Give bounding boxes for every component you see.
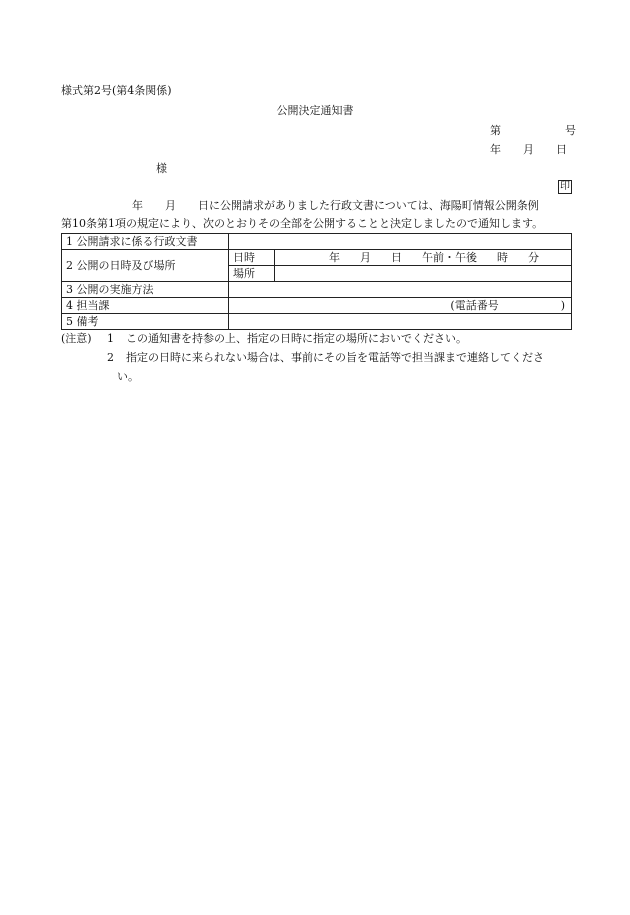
row-value-remarks bbox=[229, 314, 572, 330]
disclosure-info-table bbox=[61, 233, 572, 330]
row-label-document: 1 公開請求に係る行政文書 bbox=[62, 234, 229, 250]
row-value-document bbox=[229, 234, 572, 250]
row-value-method bbox=[229, 282, 572, 298]
dt-hour: 時 bbox=[497, 251, 508, 264]
dt-day: 日 bbox=[391, 251, 402, 264]
body-text-line-2: 第10条第1項の規定により、次のとおりその全部を公開することと決定しましたので通知します。 bbox=[61, 217, 544, 230]
date-year: 年 bbox=[490, 143, 501, 156]
place-sublabel: 場所 bbox=[229, 266, 275, 282]
body-year: 年 bbox=[132, 199, 143, 212]
row-label-remarks: 5 備考 bbox=[62, 314, 229, 330]
dt-year: 年 bbox=[329, 251, 340, 264]
row-value-department bbox=[229, 298, 572, 314]
document-number-line bbox=[490, 124, 576, 139]
document-title: 公開決定通知書 bbox=[276, 104, 354, 117]
number-suffix: 号 bbox=[565, 124, 576, 137]
row-label-method: 3 公開の実施方法 bbox=[62, 282, 229, 298]
issue-date-line bbox=[490, 143, 567, 158]
phone-close: ) bbox=[560, 299, 565, 312]
date-day: 日 bbox=[556, 143, 567, 156]
row-label-department: 4 担当課 bbox=[62, 298, 229, 314]
row-label-datetime-place: 2 公開の日時及び場所 bbox=[62, 250, 229, 282]
recipient-line: 様 bbox=[156, 162, 167, 175]
dt-month: 月 bbox=[360, 251, 371, 264]
body-line1-rest: 日に公開請求がありました行政文書については、海陽町情報公開条例 bbox=[198, 199, 539, 212]
note-item-2-continuation: い。 bbox=[117, 370, 139, 383]
body-text-line-1 bbox=[132, 199, 539, 214]
note-item-2: 2 指定の日時に来られない場合は、事前にその旨を電話等で担当課まで連絡してくださ bbox=[107, 351, 544, 364]
body-month: 月 bbox=[165, 199, 176, 212]
notes-label: (注意) bbox=[61, 332, 92, 345]
phone-open: (電話番号 bbox=[450, 299, 499, 312]
datetime-sublabel: 日時 bbox=[229, 250, 275, 266]
table-row bbox=[62, 250, 572, 266]
table-row bbox=[62, 298, 572, 314]
seal-stamp: 印 bbox=[560, 181, 570, 192]
number-prefix: 第 bbox=[490, 124, 501, 137]
table-row bbox=[62, 314, 572, 330]
dt-minute: 分 bbox=[528, 251, 539, 264]
note-item-1: 1 この通知書を持参の上、指定の日時に指定の場所においでください。 bbox=[107, 332, 467, 345]
date-month: 月 bbox=[523, 143, 534, 156]
form-number-label: 様式第2号(第4条関係) bbox=[61, 84, 172, 97]
table-row bbox=[62, 234, 572, 250]
place-value bbox=[275, 266, 572, 282]
dt-ampm: 午前・午後 bbox=[422, 251, 477, 264]
table-row bbox=[62, 282, 572, 298]
datetime-value bbox=[275, 250, 572, 266]
